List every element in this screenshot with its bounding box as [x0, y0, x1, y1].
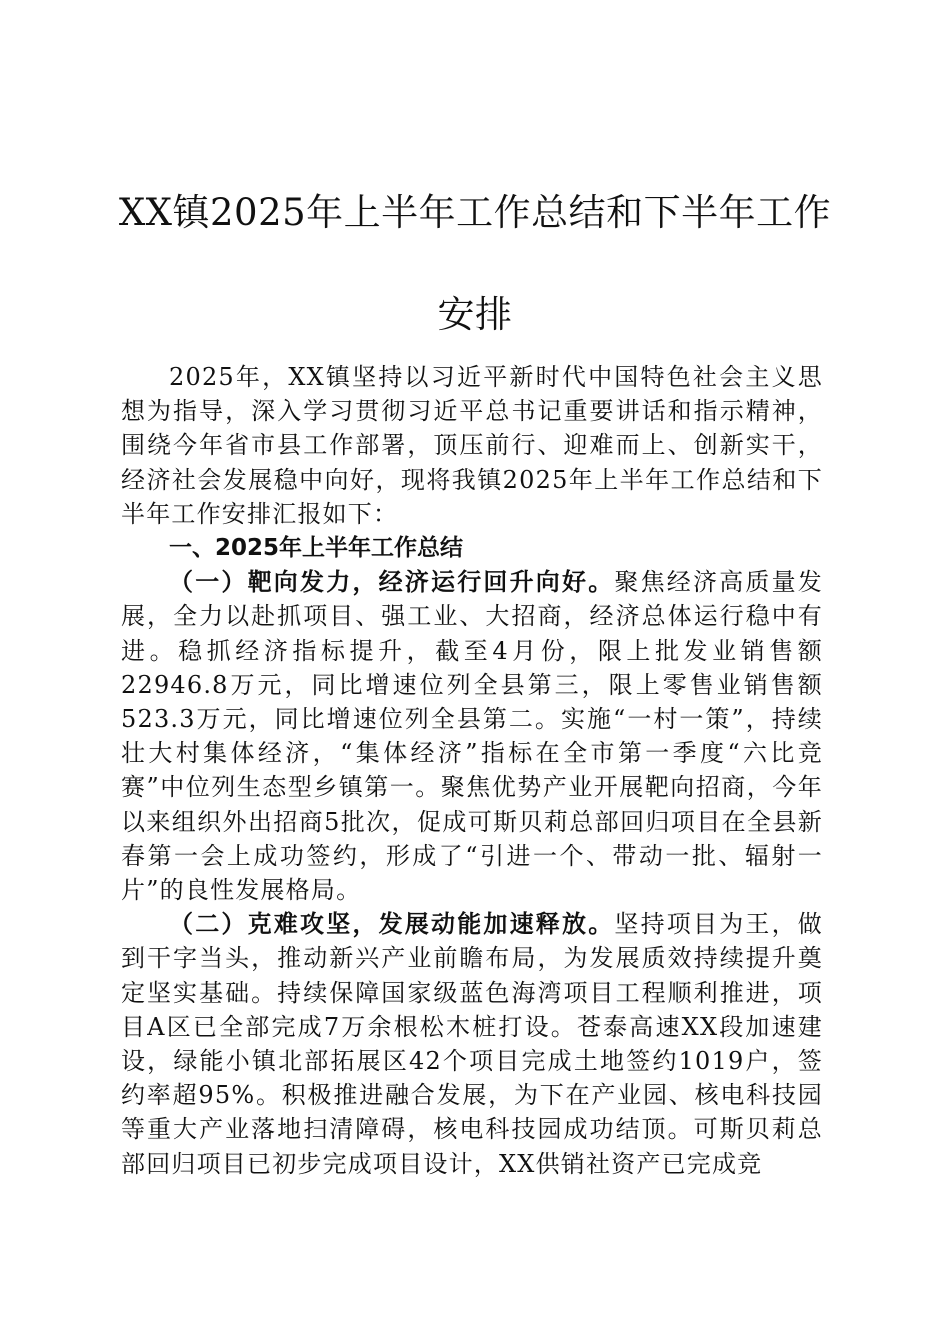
- subsection-text-2: 坚持项目为王，做到干字当头，推动新兴产业前瞻布局，为发展质效持续提升奠定坚实基础。持续保障国家级蓝色海湾项目工程顺利推进，项目A区已全部完成7万余根松木桩打设。苍泰高速XX段加速建设，绿能小镇北部拓展区42个项目完成土地签约1019户，签约率超95%。积极推进融合发展，为下在产业园、核电科技园等重大产业落地扫清障碍，核电科技园成功结顶。可斯贝莉总部回归项目已初步完成项目设计，XX供销社资产已完成竞: [121, 910, 823, 1178]
- subsection-text-1: 聚焦经济高质量发展，全力以赴抓项目、强工业、大招商，经济总体运行稳中有进。稳抓经济指标提升，截至4月份，限上批发业销售额22946.8万元，同比增速位列全县第三，限上零售业销售额523.3万元，同比增速位列全县第二。实施“一村一策”，持续壮大村集体经济，“集体经济”指标在全市第一季度“六比竞赛”中位列生态型乡镇第一。聚焦优势产业开展靶向招商，今年以来组织外出招商5批次，促成可斯贝莉总部回归项目在全县新春第一会上成功签约，形成了“引进一个、带动一批、辐射一片”的良性发展格局。: [121, 568, 823, 905]
- section-heading-1: 一、2025年上半年工作总结: [169, 535, 464, 562]
- subsection-paragraph-1: [121, 565, 823, 907]
- subsection-heading-2: （二）克难攻坚，发展动能加速释放。: [169, 910, 615, 939]
- document-body: [121, 360, 823, 1181]
- intro-paragraph: 2025年，XX镇坚持以习近平新时代中国特色社会主义思想为指导，深入学习贯彻习近平总书记重要讲话和指示精神，围绕今年省市县工作部署，顶压前行、迎难而上、创新实干，经济社会发展稳中向好，现将我镇2025年上半年工作总结和下半年工作安排汇报如下：: [121, 363, 823, 528]
- subsection-heading-1: （一）靶向发力，经济运行回升向好。: [169, 568, 615, 597]
- document-title: XX镇2025年上半年工作总结和下半年工作安排: [118, 191, 832, 336]
- subsection-paragraph-2: [121, 907, 823, 1181]
